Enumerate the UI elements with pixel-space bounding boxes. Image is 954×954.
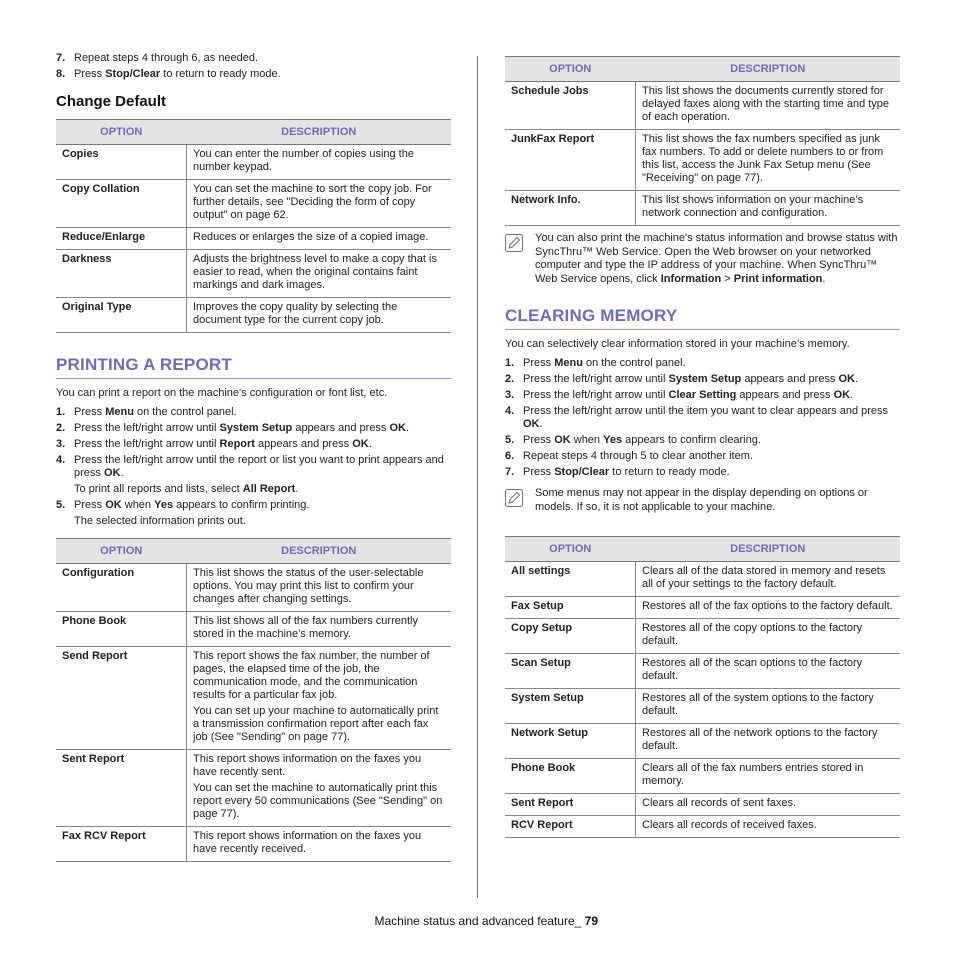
step-item bbox=[56, 52, 451, 65]
syncthru-note bbox=[505, 232, 900, 286]
menus-note bbox=[505, 487, 900, 514]
option-name: Schedule Jobs bbox=[505, 82, 636, 130]
option-description bbox=[636, 191, 901, 226]
step-number: 1. bbox=[505, 357, 515, 369]
option-name: Copy Setup bbox=[505, 619, 636, 654]
option-description bbox=[636, 597, 901, 619]
step-item bbox=[56, 422, 451, 435]
option-name: Copies bbox=[56, 145, 187, 180]
description-paragraph: This list shows the fax numbers specified as junk fax numbers. To add or delete numbers to or from this list, access the Junk Fax Setup menu (See "Receiving" on page 77). bbox=[642, 133, 884, 184]
table-row bbox=[505, 619, 900, 654]
col-option-header: OPTION bbox=[56, 120, 187, 145]
step-item bbox=[56, 406, 451, 419]
top-steps bbox=[56, 52, 451, 81]
description-paragraph: Restores all of the scan options to the factory default. bbox=[642, 657, 863, 682]
column-divider bbox=[477, 56, 478, 898]
option-name: Sent Report bbox=[56, 750, 187, 827]
step-subtext: The selected information prints out. bbox=[74, 515, 246, 527]
option-description bbox=[187, 298, 452, 333]
step-number: 3. bbox=[56, 438, 66, 450]
option-name: Phone Book bbox=[56, 612, 187, 647]
step-number: 7. bbox=[56, 52, 66, 64]
step-subtext: To print all reports and lists, select All Report. bbox=[74, 483, 299, 495]
option-description bbox=[187, 145, 452, 180]
description-paragraph: This list shows information on your machine’s network connection and configuration. bbox=[642, 194, 864, 219]
description-paragraph: You can set up your machine to automatically print a transmission confirmation report after each fax job (See "Sending" on page 77). bbox=[193, 705, 439, 743]
description-paragraph: This report shows information on the faxes you have recently sent. bbox=[193, 753, 422, 778]
option-name: RCV Report bbox=[505, 816, 636, 838]
clearing-memory-intro: You can selectively clear information stored in your machine’s memory. bbox=[505, 338, 850, 350]
table-row bbox=[505, 82, 900, 130]
step-number: 4. bbox=[56, 454, 66, 466]
option-name: Phone Book bbox=[505, 759, 636, 794]
step-text: Press the left/right arrow until System Setup appears and press OK. bbox=[74, 422, 410, 434]
description-paragraph: Restores all of the fax options to the factory default. bbox=[642, 600, 893, 612]
option-description bbox=[187, 827, 452, 862]
change-default-heading: Change Default bbox=[56, 93, 167, 110]
table-row bbox=[56, 647, 451, 750]
printing-report-steps bbox=[56, 406, 451, 528]
step-item bbox=[505, 434, 900, 447]
clearing-memory-table bbox=[505, 536, 900, 838]
step-text: Press the left/right arrow until System Setup appears and press OK. bbox=[523, 373, 859, 385]
step-item bbox=[505, 389, 900, 402]
left-column bbox=[56, 52, 451, 862]
description-paragraph: This list shows the documents currently stored for delayed faxes along with the starting time and type of each operation. bbox=[642, 85, 890, 123]
step-item bbox=[56, 499, 451, 528]
step-number: 6. bbox=[505, 450, 515, 462]
description-paragraph: Clears all of the data stored in memory and resets all of your settings to the factory default. bbox=[642, 565, 886, 590]
col-description-header: DESCRIPTION bbox=[187, 120, 452, 145]
step-number: 8. bbox=[56, 68, 66, 80]
description-paragraph: Restores all of the network options to the factory default. bbox=[642, 727, 878, 752]
description-paragraph: Clears all records of sent faxes. bbox=[642, 797, 797, 809]
col-description-header: DESCRIPTION bbox=[187, 539, 452, 564]
table-row bbox=[56, 827, 451, 862]
table-row bbox=[505, 689, 900, 724]
option-description bbox=[636, 619, 901, 654]
menus-note-text: Some menus may not appear in the display depending on options or models. If so, it is not applicable to your machine. bbox=[535, 487, 868, 513]
option-description bbox=[187, 612, 452, 647]
footer-text: Machine status and advanced feature_ bbox=[374, 914, 585, 928]
clearing-memory-heading: CLEARING MEMORY bbox=[505, 306, 900, 330]
option-description bbox=[187, 250, 452, 298]
option-description bbox=[636, 689, 901, 724]
description-paragraph: This report shows information on the faxes you have recently received. bbox=[193, 830, 422, 855]
step-number: 7. bbox=[505, 466, 515, 478]
description-paragraph: You can set the machine to sort the copy job. For further details, see "Deciding the form of copy output" on page 62. bbox=[193, 183, 432, 221]
option-name: Darkness bbox=[56, 250, 187, 298]
table-row bbox=[56, 298, 451, 333]
table-row bbox=[56, 750, 451, 827]
option-description bbox=[636, 82, 901, 130]
description-paragraph: Reduces or enlarges the size of a copied image. bbox=[193, 231, 429, 243]
step-number: 2. bbox=[56, 422, 66, 434]
change-default-table bbox=[56, 119, 451, 333]
step-item bbox=[56, 68, 451, 81]
description-paragraph: Improves the copy quality by selecting the document type for the current copy job. bbox=[193, 301, 398, 326]
table-row bbox=[56, 564, 451, 612]
description-paragraph: Restores all of the system options to the factory default. bbox=[642, 692, 874, 717]
printing-report-table bbox=[56, 538, 451, 862]
option-description bbox=[187, 180, 452, 228]
note-pencil-icon bbox=[505, 234, 523, 252]
table-row bbox=[505, 654, 900, 689]
table-row bbox=[505, 191, 900, 226]
option-name: Fax Setup bbox=[505, 597, 636, 619]
option-description bbox=[187, 228, 452, 250]
table-row bbox=[505, 130, 900, 191]
option-name: All settings bbox=[505, 562, 636, 597]
table-row bbox=[56, 250, 451, 298]
option-name: JunkFax Report bbox=[505, 130, 636, 191]
step-item bbox=[505, 405, 900, 431]
description-paragraph: This list shows the status of the user-selectable options. You may print this list to confirm your changes after changing settings. bbox=[193, 567, 424, 605]
description-paragraph: Clears all of the fax numbers entries stored in memory. bbox=[642, 762, 864, 787]
step-text: Press Menu on the control panel. bbox=[523, 357, 686, 369]
step-item bbox=[505, 466, 900, 479]
description-paragraph: You can set the machine to automatically print this report every 50 communications (See "Sending" on page 77). bbox=[193, 782, 443, 820]
step-text: Press the left/right arrow until Clear Setting appears and press OK. bbox=[523, 389, 854, 401]
description-paragraph: Adjusts the brightness level to make a copy that is easier to read, when the original contains faint markings and dark images. bbox=[193, 253, 437, 291]
table-row bbox=[505, 794, 900, 816]
description-paragraph: Restores all of the copy options to the factory default. bbox=[642, 622, 863, 647]
step-number: 2. bbox=[505, 373, 515, 385]
option-name: Network Info. bbox=[505, 191, 636, 226]
step-text: Repeat steps 4 through 5 to clear another item. bbox=[523, 450, 753, 462]
right-column bbox=[505, 56, 900, 838]
description-paragraph: This report shows the fax number, the number of pages, the elapsed time of the job, the communication mode, and the communication results for a particular fax job. bbox=[193, 650, 430, 701]
printing-report-intro: You can print a report on the machine's configuration or font list, etc. bbox=[56, 387, 388, 399]
table-row bbox=[56, 228, 451, 250]
table-row bbox=[505, 816, 900, 838]
step-item bbox=[505, 373, 900, 386]
option-description bbox=[636, 724, 901, 759]
option-name: Original Type bbox=[56, 298, 187, 333]
step-text: Press the left/right arrow until Report appears and press OK. bbox=[74, 438, 372, 450]
note-pencil-icon bbox=[505, 489, 523, 507]
step-number: 5. bbox=[505, 434, 515, 446]
step-text: Press the left/right arrow until the report or list you want to print appears and press OK. bbox=[74, 454, 444, 479]
step-text: Press Stop/Clear to return to ready mode. bbox=[74, 68, 281, 80]
page-number: 79 bbox=[584, 914, 598, 928]
option-description bbox=[636, 654, 901, 689]
col-option-header: OPTION bbox=[56, 539, 187, 564]
option-description bbox=[187, 750, 452, 827]
option-name: Sent Report bbox=[505, 794, 636, 816]
step-item bbox=[56, 438, 451, 451]
report-table-continued bbox=[505, 56, 900, 226]
option-name: Send Report bbox=[56, 647, 187, 750]
table-row bbox=[56, 612, 451, 647]
option-description bbox=[636, 816, 901, 838]
table-row bbox=[56, 180, 451, 228]
step-text: Press Menu on the control panel. bbox=[74, 406, 237, 418]
syncthru-note-text: You can also print the machine's status information and browse status with SyncThru™ Web Service. Open the Web browser on your networked computer and type the IP address of your machine. When SyncThru™ Web Service opens, click Information > Print information. bbox=[535, 232, 898, 285]
option-name: Fax RCV Report bbox=[56, 827, 187, 862]
page-footer bbox=[375, 914, 599, 928]
option-name: Copy Collation bbox=[56, 180, 187, 228]
step-text: Press the left/right arrow until the item you want to clear appears and press OK. bbox=[523, 405, 889, 430]
option-description bbox=[636, 562, 901, 597]
step-item bbox=[505, 357, 900, 370]
clearing-memory-steps bbox=[505, 357, 900, 479]
option-description bbox=[636, 130, 901, 191]
option-name: Network Setup bbox=[505, 724, 636, 759]
step-number: 4. bbox=[505, 405, 515, 417]
description-paragraph: Clears all records of received faxes. bbox=[642, 819, 817, 831]
table-row bbox=[505, 562, 900, 597]
step-item bbox=[56, 454, 451, 496]
step-item bbox=[505, 450, 900, 463]
step-number: 1. bbox=[56, 406, 66, 418]
option-description bbox=[187, 647, 452, 750]
step-text: Press OK when Yes appears to confirm printing. bbox=[74, 499, 310, 511]
table-row bbox=[505, 597, 900, 619]
description-paragraph: You can enter the number of copies using the number keypad. bbox=[193, 148, 414, 173]
option-description bbox=[636, 759, 901, 794]
option-name: Configuration bbox=[56, 564, 187, 612]
table-row bbox=[505, 759, 900, 794]
option-name: System Setup bbox=[505, 689, 636, 724]
option-description bbox=[187, 564, 452, 612]
printing-report-heading: PRINTING A REPORT bbox=[56, 355, 451, 379]
step-text: Press OK when Yes appears to confirm clearing. bbox=[523, 434, 761, 446]
col-description-header: DESCRIPTION bbox=[636, 57, 901, 82]
step-number: 3. bbox=[505, 389, 515, 401]
option-name: Scan Setup bbox=[505, 654, 636, 689]
description-paragraph: This list shows all of the fax numbers currently stored in the machine’s memory. bbox=[193, 615, 418, 640]
col-description-header: DESCRIPTION bbox=[636, 537, 901, 562]
col-option-header: OPTION bbox=[505, 537, 636, 562]
option-name: Reduce/Enlarge bbox=[56, 228, 187, 250]
table-row bbox=[505, 724, 900, 759]
step-text: Press Stop/Clear to return to ready mode. bbox=[523, 466, 730, 478]
option-description bbox=[636, 794, 901, 816]
table-row bbox=[56, 145, 451, 180]
col-option-header: OPTION bbox=[505, 57, 636, 82]
step-number: 5. bbox=[56, 499, 66, 511]
step-text: Repeat steps 4 through 6, as needed. bbox=[74, 52, 259, 64]
